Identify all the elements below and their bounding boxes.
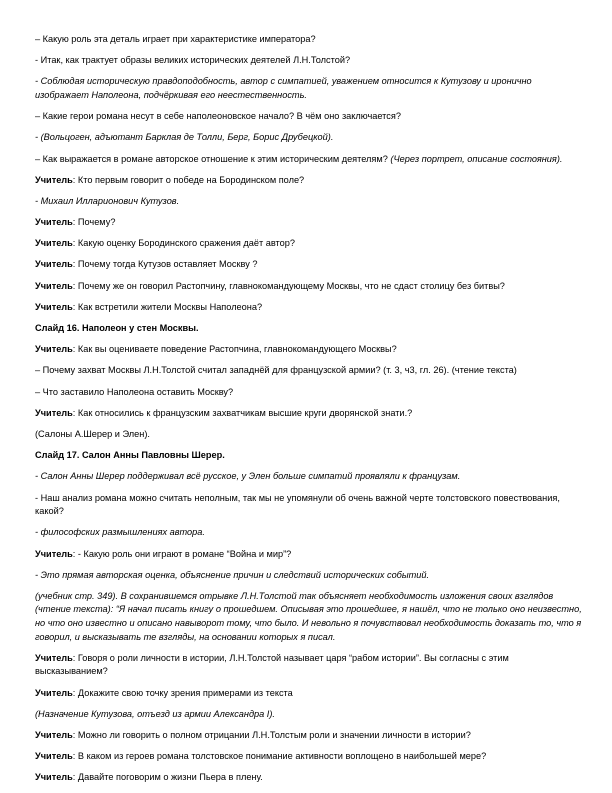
question-text: – Как выражается в романе авторское отношение к этим историческим деятелям? bbox=[35, 153, 391, 164]
italic-paragraph: - Это прямая авторская оценка, объяснение причин и следствий исторических событий. bbox=[35, 569, 430, 580]
speaker-label: Учитель bbox=[35, 301, 73, 312]
speaker-label: Учитель bbox=[35, 174, 73, 185]
paragraph: (Салоны А.Шерер и Элен). bbox=[35, 428, 150, 439]
italic-note: (Через портрет, описание состояния). bbox=[390, 153, 563, 164]
teacher-line bbox=[35, 687, 583, 701]
italic-paragraph: (учебник стр. 349). В сохранившемся отрывке Л.Н.Толстой так объясняет необходимость изложения своих взглядов (чтение текста): “Я начал писать книгу о прошедшем. Описывая это прошедшее, я нашёл, что не только оно неизвестно, но что оно известно и описано навыворот тому, что было. И невольно я почувствовал необходимость доказать то, что я говорил, и высказывать те взгляды, на основании которых я писал. bbox=[35, 590, 582, 642]
speaker-label: Учитель bbox=[35, 687, 73, 698]
teacher-line bbox=[35, 343, 583, 357]
italic-paragraph: - Михаил Илларионович Кутузов. bbox=[35, 195, 180, 206]
teacher-text: : Как встретили жители Москвы Наполеона? bbox=[72, 301, 263, 312]
document-body bbox=[35, 33, 583, 793]
teacher-line bbox=[35, 216, 583, 230]
speaker-label: Учитель bbox=[35, 548, 73, 559]
teacher-line bbox=[35, 280, 583, 294]
paragraph: – Какие герои романа несут в себе наполеоновское начало? В чём оно заключается? bbox=[35, 111, 401, 122]
teacher-text: : Можно ли говорить о полном отрицании Л.Н.Толстым роли и значении личности в истории? bbox=[72, 730, 471, 740]
teacher-text: : Кто первым говорит о победе на Бородинском поле? bbox=[72, 174, 305, 185]
italic-paragraph: (Назначение Кутузова, отъезд из армии Александра I). bbox=[35, 708, 275, 719]
speaker-label: Учитель bbox=[35, 751, 73, 762]
paragraph: – Почему захват Москвы Л.Н.Толстой считал западнёй для французской армии? (т. 3, ч3, гл. 26). (чтение текста) bbox=[35, 365, 517, 376]
speaker-label: Учитель bbox=[35, 652, 73, 663]
teacher-line bbox=[35, 258, 583, 272]
teacher-line bbox=[35, 771, 583, 785]
teacher-text: : Почему тогда Кутузов оставляет Москву ? bbox=[72, 259, 258, 270]
italic-paragraph: - Соблюдая историческую правдоподобность, автор с симпатией, уважением относится к Кутузову и иронично изображает Наполеона, подчёркивая его неестественность. bbox=[35, 76, 532, 100]
speaker-label: Учитель bbox=[35, 772, 73, 783]
paragraph bbox=[35, 153, 583, 167]
teacher-line bbox=[35, 174, 583, 188]
slide-heading: Слайд 16. Наполеон у стен Москвы. bbox=[35, 323, 199, 334]
teacher-text: : Как относились к французским захватчикам высшие круги дворянской знати.? bbox=[72, 407, 413, 418]
teacher-text: : - Какую роль они играют в романе “Война и мир”? bbox=[72, 548, 292, 559]
slide-heading: Слайд 17. Салон Анны Павловны Шерер. bbox=[35, 450, 225, 461]
teacher-line bbox=[35, 729, 583, 743]
speaker-label: Учитель bbox=[35, 730, 73, 740]
paragraph: – Какую роль эта деталь играет при характеристике императора? bbox=[35, 34, 316, 44]
speaker-label: Учитель bbox=[35, 259, 73, 270]
paragraph: - Итак, как трактует образы великих исторических деятелей Л.Н.Толстой? bbox=[35, 55, 351, 66]
teacher-text: : Какую оценку Бородинского сражения даёт автор? bbox=[72, 238, 295, 249]
teacher-text: : Почему же он говорил Растопчину, главнокомандующему Москвы, что не сдаст столицу без битвы? bbox=[72, 280, 505, 291]
italic-paragraph: - философских размышлениях автора. bbox=[35, 527, 205, 538]
teacher-text: : Докажите свою точку зрения примерами из текста bbox=[72, 687, 293, 698]
speaker-label: Учитель bbox=[35, 407, 73, 418]
teacher-text: : Почему? bbox=[72, 217, 116, 228]
speaker-label: Учитель bbox=[35, 217, 73, 228]
teacher-text: : Как вы оцениваете поведение Растопчина, главнокомандующего Москвы? bbox=[72, 344, 397, 355]
teacher-line bbox=[35, 301, 583, 315]
teacher-text: : Говоря о роли личности в истории, Л.Н.Толстой называет царя “рабом истории”. Вы согласны с этим высказыванием? bbox=[35, 652, 509, 677]
italic-paragraph: - (Вольцоген, адъютант Барклая де Толли, Берг, Борис Друбецкой). bbox=[35, 132, 334, 143]
italic-paragraph: - Салон Анны Шерер поддерживал всё русское, у Элен больше симпатий проявляли к французам. bbox=[35, 471, 461, 482]
paragraph: - Наш анализ романа можно считать неполным, так мы не упомянули об очень важной черте толстовского повествования, какой? bbox=[35, 492, 560, 517]
teacher-text: : Давайте поговорим о жизни Пьера в плену. bbox=[72, 772, 263, 783]
speaker-label: Учитель bbox=[35, 238, 73, 249]
teacher-line bbox=[35, 652, 583, 679]
teacher-text: : В каком из героев романа толстовское понимание активности воплощено в наибольшей мере? bbox=[72, 751, 487, 762]
speaker-label: Учитель bbox=[35, 280, 73, 291]
paragraph: – Что заставило Наполеона оставить Москву? bbox=[35, 386, 234, 397]
teacher-line bbox=[35, 237, 583, 251]
speaker-label: Учитель bbox=[35, 344, 73, 355]
teacher-line bbox=[35, 407, 583, 421]
teacher-line bbox=[35, 548, 583, 562]
teacher-line bbox=[35, 750, 583, 764]
